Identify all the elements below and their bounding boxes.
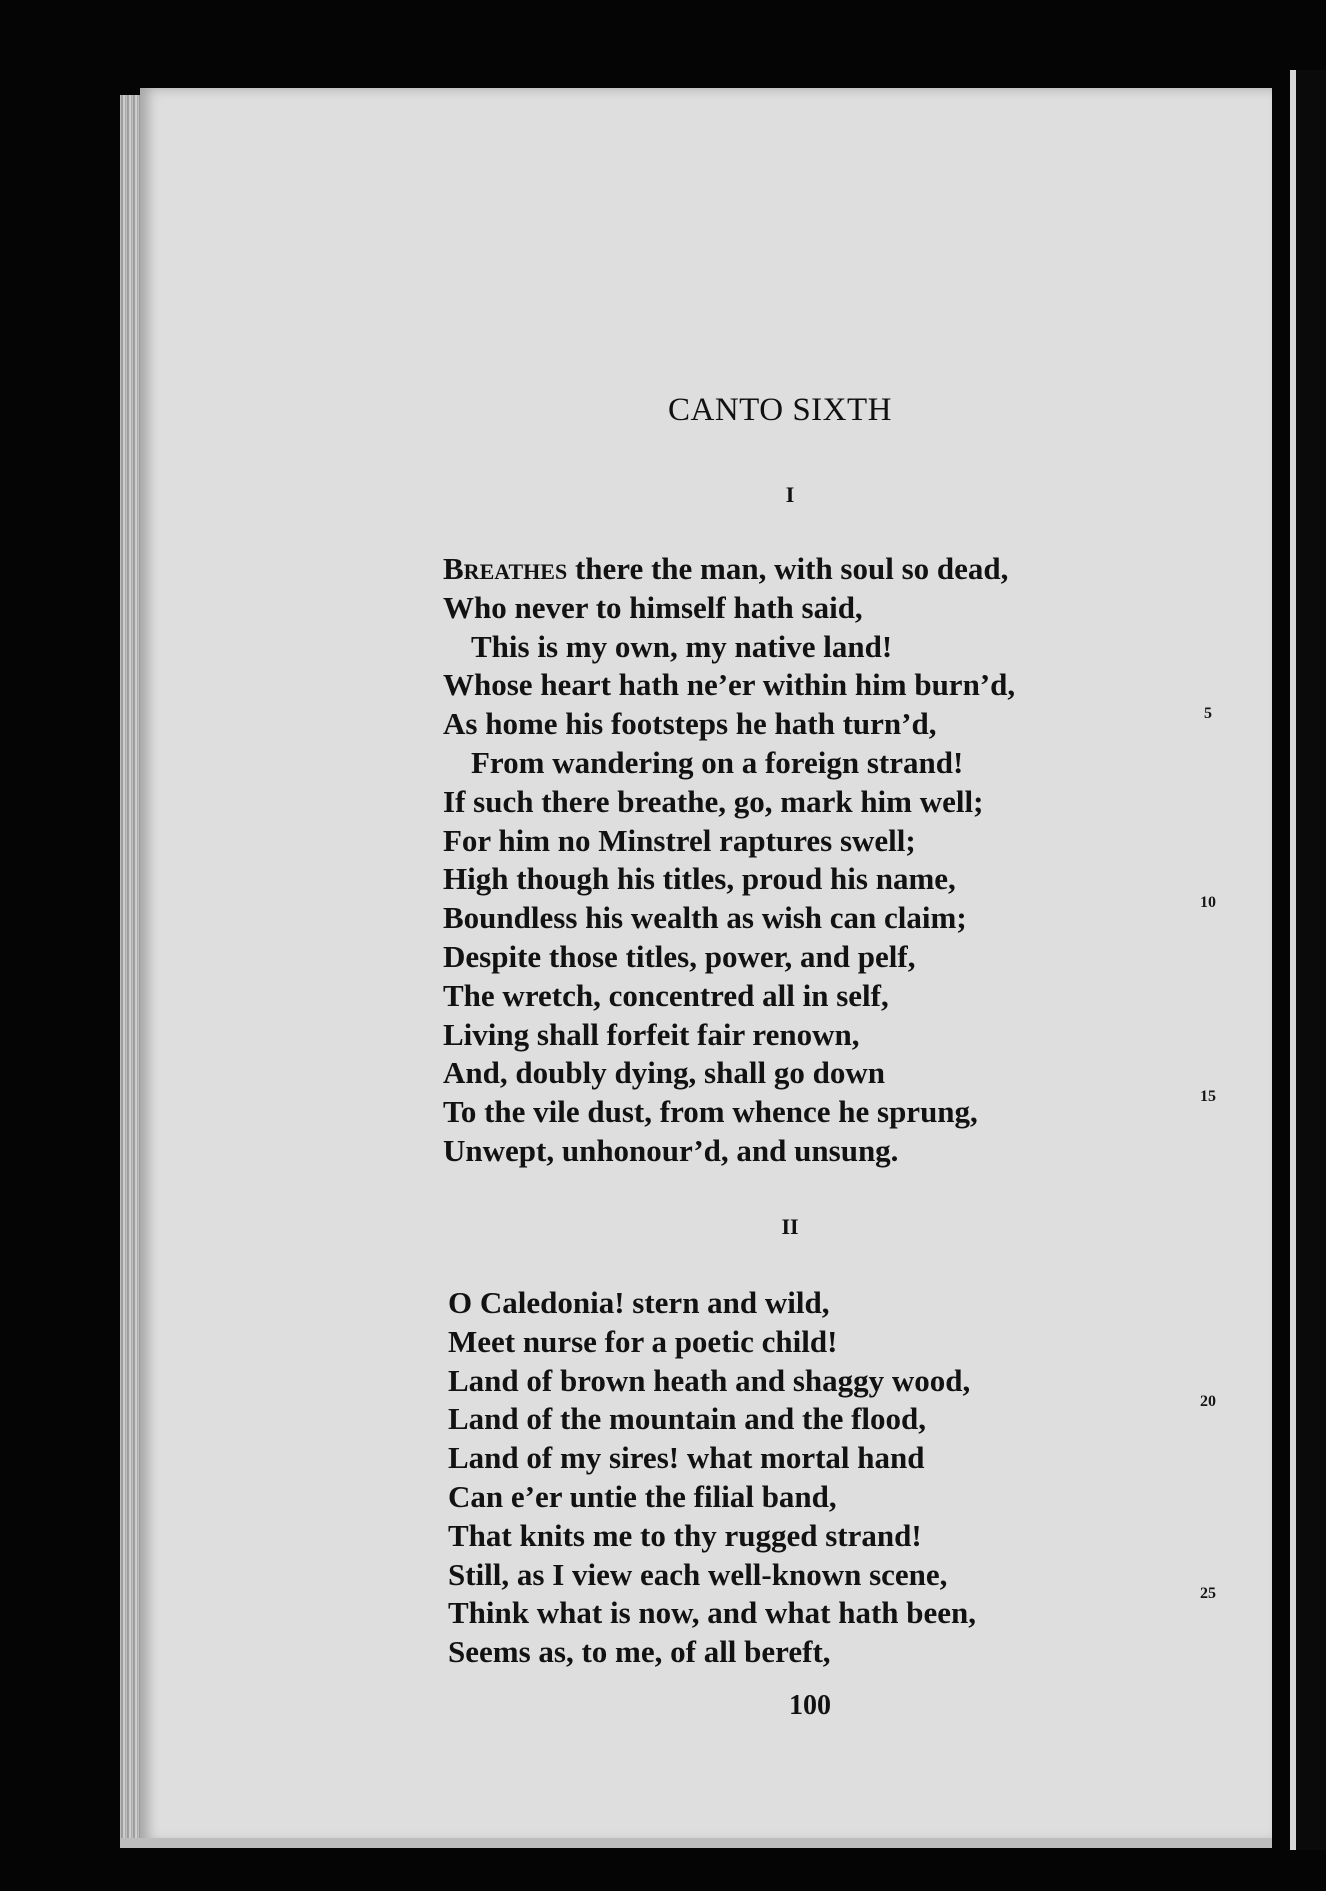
verse-line: And, doubly dying, shall go down: [443, 1055, 885, 1091]
verse-line: The wretch, concentred all in self,: [443, 977, 889, 1013]
verse-line: Whose heart hath ne’er within him burn’d,: [443, 667, 1016, 703]
verse-line: Land of the mountain and the flood,: [448, 1401, 927, 1437]
line-number: 15: [1200, 1088, 1216, 1105]
verse-line: [443, 550, 1015, 589]
verse-line: As home his footsteps he hath turn’d,: [443, 706, 937, 742]
verse-line: Seems as, to me, of all bereft,: [448, 1634, 831, 1670]
verse-text: there the man, with soul so dead,: [567, 551, 1009, 586]
verse-line: That knits me to thy rugged strand!: [448, 1517, 922, 1553]
canto-title: CANTO SIXTH: [668, 392, 892, 428]
verse-line: Still, as I view each well-known scene,: [448, 1556, 948, 1592]
page-number: 100: [789, 1690, 831, 1721]
stanza-2: [448, 1284, 976, 1672]
line-number: 5: [1204, 705, 1212, 722]
verse-line: Who never to himself hath said,: [443, 589, 863, 625]
section-numeral-1: I: [785, 482, 795, 507]
verse-line: High though his titles, proud his name,: [443, 861, 956, 897]
verse-line: From wandering on a foreign strand!: [471, 744, 964, 780]
page-bottom-edge: [120, 1838, 1272, 1848]
verse-line: Think what is now, and what hath been,: [448, 1595, 977, 1631]
facing-page-edge: [1290, 70, 1326, 1850]
line-number: 20: [1200, 1393, 1216, 1410]
verse-line: Land of brown heath and shaggy wood,: [448, 1362, 971, 1398]
stanza-1: [443, 550, 1015, 1171]
verse-line: Can e’er untie the filial band,: [448, 1478, 837, 1514]
verse-line: This is my own, my native land!: [471, 628, 893, 664]
verse-line: If such there breathe, go, mark him well;: [443, 783, 984, 819]
verse-line: Unwept, unhonour’d, and unsung.: [443, 1132, 899, 1168]
verse-line: O Caledonia! stern and wild,: [448, 1285, 830, 1320]
verse-line: Despite those titles, power, and pelf,: [443, 938, 916, 974]
section-numeral-2: II: [781, 1214, 799, 1239]
opening-word: Breathes: [443, 551, 568, 586]
verse-line: Land of my sires! what mortal hand: [448, 1440, 925, 1476]
line-number: 25: [1200, 1585, 1216, 1602]
verse-line: For him no Minstrel raptures swell;: [443, 822, 916, 858]
verse-line: To the vile dust, from whence he sprung,: [443, 1094, 978, 1130]
verse-line: Living shall forfeit fair renown,: [443, 1016, 860, 1052]
verse-line: Boundless his wealth as wish can claim;: [443, 900, 967, 936]
verse-line: Meet nurse for a poetic child!: [448, 1323, 838, 1359]
line-number: 10: [1200, 894, 1216, 911]
